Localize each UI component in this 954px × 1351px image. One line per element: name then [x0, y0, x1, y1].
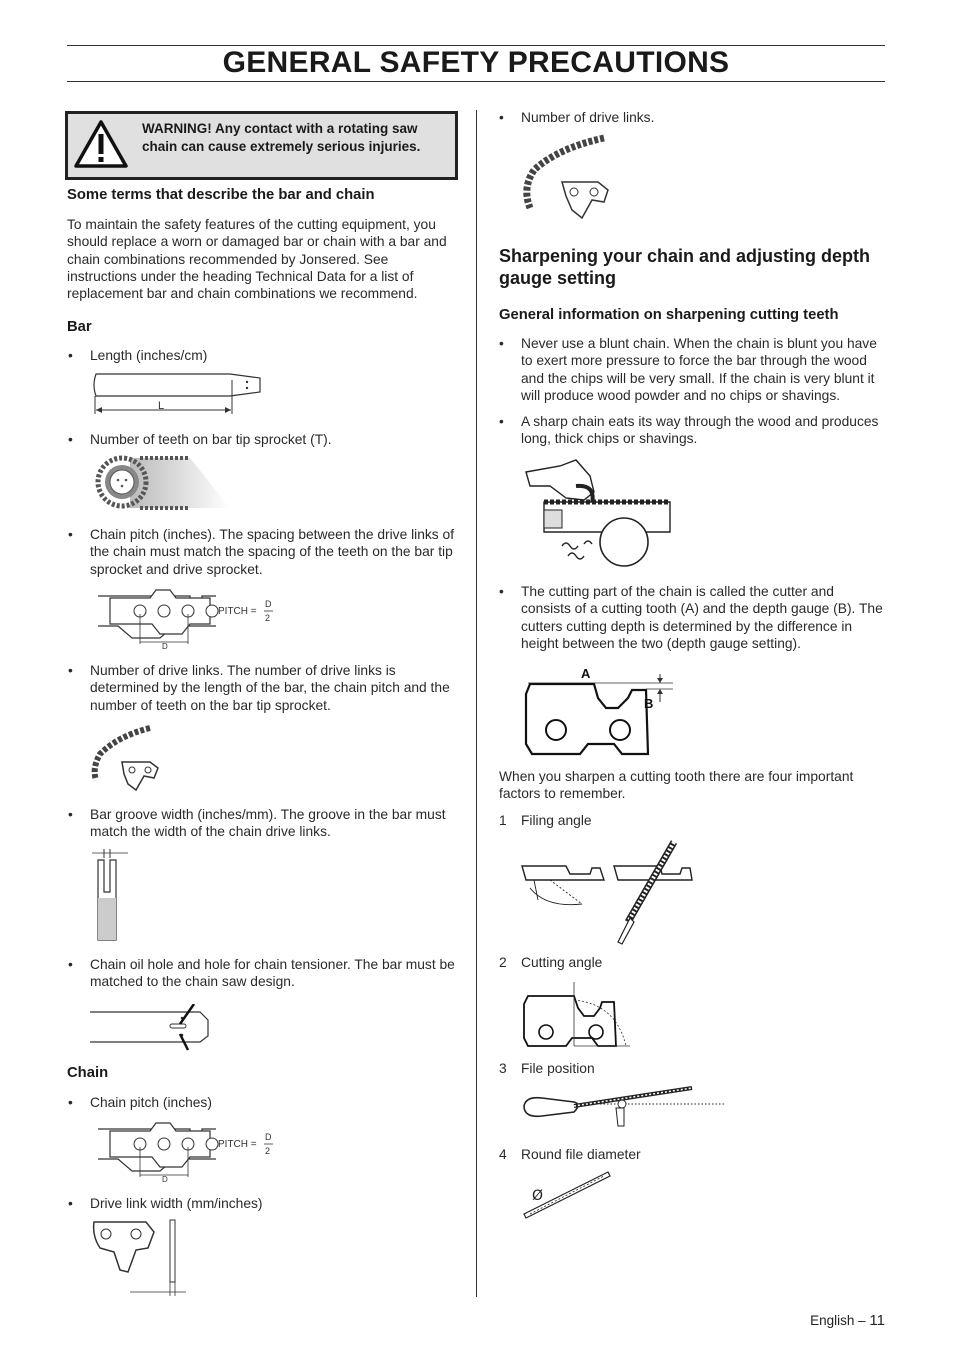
list-item-text: Length (inches/cm) — [90, 348, 208, 363]
bar-heading: Bar — [67, 319, 92, 335]
list-item-text: A sharp chain eats its way through the wood and produces long, thick chips or shavings. — [521, 414, 879, 447]
list-item: • Chain pitch (inches) — [68, 1095, 212, 1110]
drive-links-figure-right — [518, 132, 618, 220]
footer-dash: – — [858, 1313, 866, 1328]
sprocket-figure — [90, 452, 235, 512]
list-item: • A sharp chain eats its way through the wood and produces long, thick chips or shavings. — [499, 414, 879, 447]
chain-heading: Chain — [67, 1065, 109, 1081]
factor-number: 3 — [499, 1061, 507, 1076]
factor-item — [499, 813, 592, 828]
factor-item — [499, 1147, 641, 1162]
column-divider — [476, 110, 477, 1297]
file-position-figure — [520, 1082, 725, 1134]
list-item: • Bar groove width (inches/mm). The groove in the bar must match the width of the chain drive links. — [68, 807, 446, 840]
list-item-text: Bar groove width (inches/mm). The groove in the bar must match the width of the chain drive links. — [90, 807, 446, 840]
page-footer — [810, 1312, 885, 1329]
d-label: D — [162, 642, 168, 650]
length-label: L — [158, 400, 165, 412]
sub-heading: General information on sharpening cutting teeth — [499, 307, 839, 323]
pitch-numerator: D — [265, 599, 272, 609]
bar-groove-figure — [92, 848, 128, 946]
chain-pitch-figure-2 — [90, 1117, 290, 1183]
terms-heading: Some terms that describe the bar and chain — [67, 187, 375, 203]
list-item-text: Number of drive links. — [521, 110, 655, 125]
list-item: • Number of drive links. The number of drive links is determined by the length of the bar, the chain pitch and the number of teeth on the bar tip sprocket. — [68, 663, 450, 713]
factor-label: File position — [521, 1061, 595, 1076]
list-item: • Drive link width (mm/inches) — [68, 1196, 263, 1211]
page-number: 11 — [869, 1312, 885, 1329]
oil-hole-figure — [90, 1004, 215, 1054]
warning-triangle-icon — [73, 119, 129, 169]
list-item-text: Chain oil hole and hole for chain tensioner. The bar must be matched to the chain saw design. — [90, 957, 455, 990]
factor-label: Round file diameter — [521, 1147, 641, 1162]
list-item-text: Chain pitch (inches). The spacing between the drive links of the chain must match the spacing of the teeth on the bar tip sprocket and drive sprocket. — [90, 527, 455, 577]
factor-number: 2 — [499, 955, 507, 970]
drive-link-width-figure — [90, 1216, 190, 1298]
list-item-text: Drive link width (mm/inches) — [90, 1196, 263, 1211]
factor-number: 4 — [499, 1147, 507, 1162]
list-item: • Never use a blunt chain. When the chain is blunt you have to exert more pressure to force the bar through the wood and the chips will be very small. If the chain is very blunt it will produce wood powder and no chips or shavings. — [499, 336, 877, 403]
list-item: • Number of teeth on bar tip sprocket (T). — [68, 432, 332, 447]
warning-box — [65, 111, 458, 180]
factor-label: Cutting angle — [521, 955, 603, 970]
pitch-denominator: 2 — [265, 613, 271, 623]
intro-paragraph: To maintain the safety features of the cutting equipment, you should replace a worn or damaged bar or chain with a bar and chain combinations recommended by Jonsered. See instructions under the heading Technical Data for a list of replacement bar and chain combinations we recommend. — [67, 217, 447, 302]
page-title: GENERAL SAFETY PRECAUTIONS — [222, 46, 730, 79]
pitch-label: PITCH = — [218, 606, 257, 617]
factor-item — [499, 1061, 595, 1076]
file-diameter-figure — [520, 1168, 615, 1220]
label-b: B — [644, 696, 654, 711]
pitch-label: PITCH = — [218, 1139, 257, 1150]
pitch-numerator: D — [265, 1132, 272, 1142]
filing-angle-figure — [520, 834, 695, 946]
factors-intro: When you sharpen a cutting tooth there are four important factors to remember. — [499, 769, 854, 802]
list-item-text: Number of drive links. The number of drive links is determined by the length of the bar, the chain pitch and the number of teeth on the bar tip sprocket. — [90, 663, 450, 713]
warning-text: WARNING! Any contact with a rotating saw chain can cause extremely serious injuries. — [142, 121, 421, 154]
list-item: • Chain oil hole and hole for chain tensioner. The bar must be matched to the chain saw design. — [68, 957, 455, 990]
diameter-symbol: Ø — [532, 1188, 544, 1204]
factor-item — [499, 955, 603, 970]
factor-label: Filing angle — [521, 813, 592, 828]
pitch-denominator: 2 — [265, 1146, 271, 1156]
cutting-angle-figure — [518, 980, 633, 1052]
list-item-text: The cutting part of the chain is called the cutter and consists of a cutting tooth (A) and the depth gauge (B). The cutters cutting depth is determined by the difference in height between the two (depth gauge setting). — [521, 584, 883, 651]
factor-number: 1 — [499, 813, 507, 828]
bar-length-figure — [90, 370, 265, 415]
section-heading: Sharpening your chain and adjusting depth gauge setting — [499, 246, 871, 288]
drive-links-figure — [88, 722, 168, 794]
cutter-ab-figure — [518, 664, 678, 760]
list-item: • Number of drive links. — [499, 110, 655, 125]
list-item: • The cutting part of the chain is called the cutter and consists of a cutting tooth (A) and the depth gauge (B). The cutters cutting depth is determined by the difference in height between the two (depth gauge setting). — [499, 584, 883, 651]
list-item: • Chain pitch (inches). The spacing between the drive links of the chain must match the spacing of the teeth on the bar tip sprocket and drive sprocket. — [68, 527, 455, 577]
list-item-text: Chain pitch (inches) — [90, 1095, 212, 1110]
sharp-chain-figure — [520, 456, 675, 571]
header-rule-bottom — [67, 81, 885, 82]
label-a: A — [581, 666, 591, 681]
footer-language: English — [810, 1313, 855, 1328]
d-label: D — [162, 1175, 168, 1183]
list-item-text: Never use a blunt chain. When the chain is blunt you have to exert more pressure to force the bar through the wood and the chips will be very small. If the chain is very blunt it will produce wood powder and no chips or shavings. — [521, 336, 877, 403]
chain-pitch-figure — [90, 584, 290, 650]
list-item: • Length (inches/cm) — [68, 348, 208, 363]
list-item-text: Number of teeth on bar tip sprocket (T). — [90, 432, 332, 447]
